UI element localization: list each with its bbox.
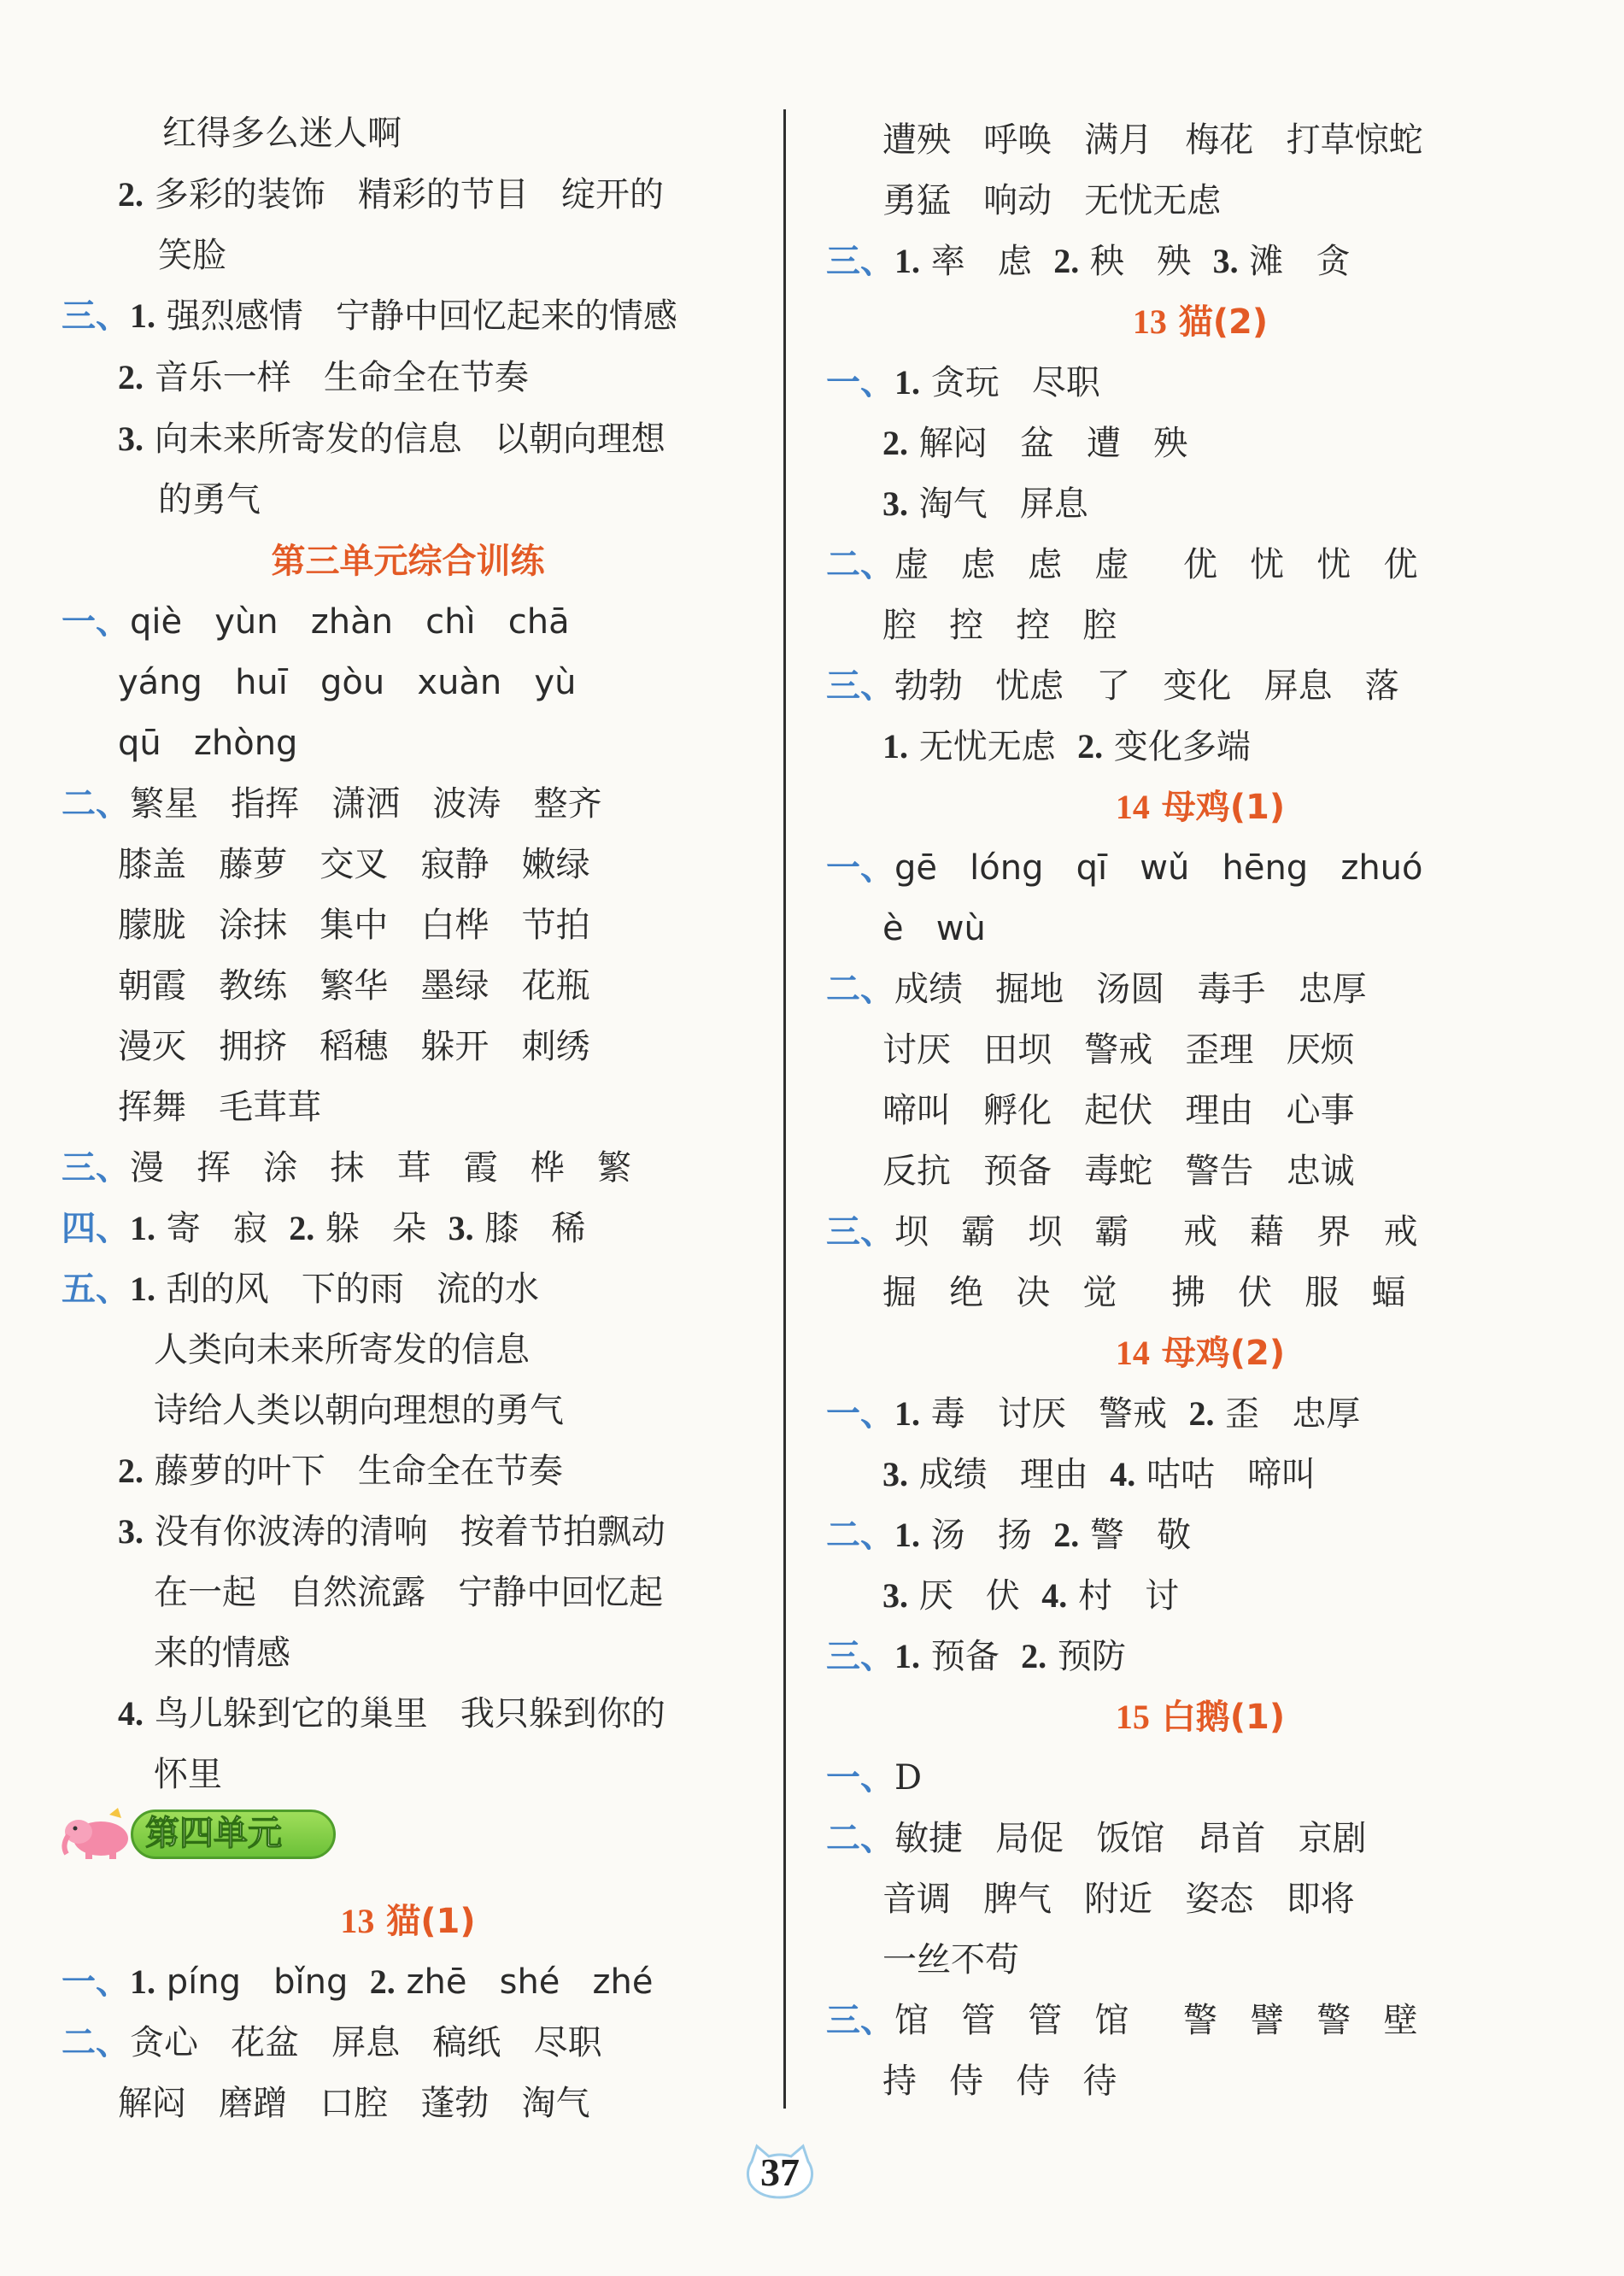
answer-line: [882, 1272, 1405, 1313]
answer-line: [118, 419, 665, 460]
answer-text: 滩 贪: [1238, 242, 1351, 281]
lesson-number: 14: [1115, 1334, 1150, 1372]
section-label: 一、: [826, 1395, 894, 1433]
answer-line: [118, 1451, 563, 1492]
answer-line: [882, 484, 1088, 525]
section-label: 一、: [62, 1963, 130, 2001]
answer-text: 厌 伏: [908, 1576, 1042, 1616]
answer-line: [882, 908, 986, 949]
item-number: 1.: [130, 296, 155, 335]
section-label: 三、: [62, 1149, 130, 1187]
answer-text: 朝霞 教练 繁华 墨绿 花瓶: [118, 966, 590, 1006]
answer-line: [62, 1962, 654, 2003]
lesson-name: 第三单元综合训练: [271, 542, 545, 581]
item-number: 2.: [1053, 1516, 1080, 1554]
page-number: 37: [760, 2150, 800, 2194]
lesson-name: 猫(2): [1178, 302, 1269, 342]
answer-line: [154, 1754, 222, 1795]
section-label: 三、: [826, 1638, 894, 1675]
answer-text: 多彩的装饰 精彩的节目 绽开的: [144, 175, 665, 214]
answer-line: [162, 113, 402, 154]
answer-text: gē lóng qī wǔ hēng zhuó: [894, 848, 1423, 888]
item-number: 1.: [894, 1637, 920, 1675]
answer-line: [118, 174, 664, 215]
answer-text: 馆 管 管 馆 警 譬 警 壁: [894, 2001, 1418, 2040]
answer-text: 人类向未来所寄发的信息: [154, 1330, 530, 1370]
answer-text: 漫灭 拥挤 稻穗 躲开 刺绣: [118, 1027, 590, 1066]
item-number: 3.: [118, 419, 144, 458]
answer-line: [882, 423, 1187, 464]
lesson-title: [816, 1333, 1585, 1374]
answer-line: [118, 357, 529, 398]
answer-line: [154, 1633, 290, 1674]
answer-text: zhē shé zhé: [395, 1962, 654, 2002]
answer-text: 坝 霸 坝 霸 戒 藉 界 戒: [894, 1212, 1418, 1252]
answer-line: [882, 1879, 1355, 1920]
answer-text: 没有你波涛的清响 按着节拍飘动: [144, 1512, 665, 1552]
answer-text: 预备: [920, 1637, 1022, 1676]
answer-text: D: [894, 1758, 923, 1798]
answer-text: è wù: [882, 909, 986, 948]
section-label: 一、: [826, 364, 894, 402]
item-number: 2.: [118, 358, 144, 396]
answer-text: 啼叫 孵化 起伏 理由 心事: [882, 1091, 1355, 1130]
answer-line: [118, 844, 590, 885]
answer-text: 挥舞 毛茸茸: [118, 1088, 322, 1127]
answer-line: [118, 965, 590, 1006]
item-number: 1.: [894, 1516, 920, 1554]
lesson-name: 母鸡(2): [1161, 1334, 1286, 1373]
answer-line: [882, 1454, 1316, 1495]
answer-line: [118, 662, 576, 703]
item-number: 3.: [448, 1209, 474, 1247]
item-number: 2.: [369, 1962, 396, 2001]
answer-text: 成绩 掘地 汤圆 毒手 忠厚: [894, 970, 1367, 1009]
section-label: 一、: [62, 603, 130, 641]
answer-line: [882, 120, 1423, 161]
section-label: 三、: [826, 243, 894, 280]
answer-text: 警 敬: [1079, 1516, 1192, 1555]
section-label: 四、: [62, 1210, 130, 1247]
section-label: 二、: [826, 1820, 894, 1857]
answer-line: [158, 479, 261, 520]
answer-line: [118, 723, 297, 764]
item-number: 1.: [894, 242, 920, 280]
lesson-name: 猫(1): [386, 1902, 476, 1941]
answer-text: 在一起 自然流露 宁静中回忆起: [154, 1573, 664, 1612]
answer-text: 笑脸: [158, 236, 226, 275]
answer-line: [826, 2000, 1417, 2041]
lesson-title: [51, 541, 765, 582]
answer-text: 成绩 理由: [908, 1455, 1111, 1494]
section-label: 五、: [62, 1270, 130, 1308]
answer-line: [882, 605, 1117, 646]
item-number: 1.: [130, 1962, 155, 2001]
item-number: 3.: [1212, 242, 1239, 280]
section-label: 三、: [826, 1213, 894, 1251]
answer-line: [118, 1693, 665, 1734]
answer-line: [826, 969, 1367, 1010]
answer-line: [826, 848, 1423, 889]
lesson-number: 15: [1115, 1698, 1150, 1736]
item-number: 1.: [894, 363, 920, 402]
item-number: 3.: [882, 1455, 908, 1493]
section-label: 二、: [826, 546, 894, 584]
answer-text: 预防: [1047, 1637, 1126, 1676]
item-number: 2.: [882, 424, 908, 462]
answer-text: 音乐一样 生命全在节奏: [144, 358, 529, 397]
answer-line: [826, 362, 1100, 403]
item-number: 3.: [882, 484, 908, 523]
answer-text: 强烈感情 宁静中回忆起来的情感: [155, 296, 677, 336]
answer-text: 藤萝的叶下 生命全在节奏: [144, 1452, 563, 1491]
item-number: 2.: [1021, 1637, 1047, 1675]
answer-line: [62, 783, 602, 824]
answer-text: 无忧无虑: [908, 727, 1078, 766]
answer-text: 敏捷 局促 饭馆 昂首 京剧: [894, 1819, 1367, 1858]
answer-line: [826, 666, 1399, 707]
section-label: 三、: [826, 2002, 894, 2039]
lesson-title: [816, 1697, 1585, 1738]
answer-text: 秧 殃: [1079, 242, 1213, 281]
answer-line: [62, 1269, 539, 1310]
answer-text: 鸟儿躲到它的巢里 我只躲到你的: [144, 1694, 665, 1733]
answer-text: 变化多端: [1103, 727, 1251, 766]
item-number: 2.: [118, 175, 144, 214]
item-number: 4.: [1041, 1576, 1068, 1615]
answer-text: 来的情感: [154, 1634, 290, 1673]
answer-line: [62, 1147, 631, 1188]
answer-line: [826, 1636, 1126, 1677]
answer-text: 朦胧 涂抹 集中 白桦 节拍: [118, 906, 590, 945]
item-number: 1.: [882, 727, 908, 766]
answer-text: 淘气 屏息: [908, 484, 1088, 524]
answer-text: 毒 讨厌 警戒: [920, 1394, 1189, 1434]
answer-text: 红得多么迷人啊: [162, 114, 402, 153]
answer-text: 村 讨: [1067, 1576, 1180, 1616]
section-label: 三、: [826, 667, 894, 705]
answer-text: píng bǐng: [155, 1962, 370, 2002]
answer-text: 贪心 花盆 屏息 稿纸 尽职: [130, 2023, 602, 2062]
answer-text: 持 侍 侍 待: [882, 2062, 1117, 2101]
item-number: 2.: [289, 1209, 315, 1247]
answer-text: 怀里: [154, 1755, 222, 1794]
lesson-title: [51, 1901, 765, 1942]
answer-text: 音调 脾气 附近 姿态 即将: [882, 1880, 1355, 1919]
answer-line: [118, 1087, 321, 1128]
answer-text: 诗给人类以朝向理想的勇气: [154, 1391, 564, 1430]
answer-line: [62, 1208, 585, 1249]
answer-text: 讨厌 田坝 警戒 歪理 厌烦: [882, 1030, 1355, 1070]
answer-line: [154, 1390, 564, 1431]
lesson-number: 14: [1115, 788, 1150, 826]
item-number: 2.: [1053, 242, 1080, 280]
answer-line: [882, 180, 1221, 221]
answer-text: 寄 寂: [155, 1209, 290, 1248]
answer-text: 率 虑: [920, 242, 1054, 281]
section-label: 三、: [62, 297, 130, 335]
answer-text: 掘 绝 决 觉 拂 伏 服 蝠: [882, 1273, 1406, 1312]
answer-line: [882, 1575, 1179, 1616]
answer-text: 繁星 指挥 潇洒 波涛 整齐: [130, 784, 602, 824]
answer-line: [62, 601, 570, 642]
section-label: 一、: [826, 849, 894, 887]
answer-line: [118, 905, 590, 946]
answer-text: 向未来所寄发的信息 以朝向理想: [144, 419, 665, 459]
answer-text: 解闷 盆 遭 殃: [908, 424, 1188, 463]
item-number: 2.: [1188, 1394, 1215, 1433]
answer-text: qiè yùn zhàn chì chā: [130, 602, 570, 642]
answer-line: [826, 1211, 1417, 1252]
answer-line: [118, 2083, 590, 2124]
answer-line: [882, 1090, 1355, 1131]
answer-text: 腔 控 控 腔: [882, 606, 1117, 645]
answer-text: 勃勃 忧虑 了 变化 屏息 落: [894, 666, 1399, 706]
lesson-number: 13: [1132, 302, 1167, 341]
answer-text: 一丝不苟: [882, 1940, 1019, 1980]
answer-line: [158, 235, 226, 276]
answer-text: 虚 虑 虑 虚 优 忧 忧 优: [894, 545, 1418, 584]
answer-line: [882, 726, 1251, 767]
answer-line: [826, 1515, 1191, 1556]
answer-text: 反抗 预备 毒蛇 警告 忠诚: [882, 1152, 1355, 1191]
answer-text: 膝盖 藤萝 交叉 寂静 嫩绿: [118, 845, 590, 884]
section-label: 一、: [826, 1759, 894, 1797]
answer-text: qū zhòng: [118, 724, 298, 763]
column-divider: [783, 109, 786, 2109]
section-label: 二、: [826, 971, 894, 1008]
item-number: 1.: [130, 1209, 155, 1247]
answer-text: 躲 朵: [314, 1209, 449, 1248]
answer-text: 勇猛 响动 无忧无虑: [882, 181, 1222, 220]
lesson-name: 白鹅(1): [1161, 1698, 1286, 1737]
answer-text: yáng huī gòu xuàn yù: [118, 663, 577, 702]
answer-text: 漫 挥 涂 抹 茸 霞 桦 繁: [130, 1148, 632, 1188]
lesson-title: [816, 787, 1585, 828]
answer-line: [882, 2061, 1117, 2102]
answer-text: 歪 忠厚: [1214, 1394, 1361, 1434]
answer-text: 膝 稀: [473, 1209, 586, 1248]
answer-line: [826, 1757, 922, 1798]
section-label: 二、: [826, 1516, 894, 1554]
answer-text: 刮的风 下的雨 流的水: [155, 1270, 540, 1309]
answer-line: [826, 544, 1417, 585]
answer-text: 解闷 磨蹭 口腔 蓬勃 淘气: [118, 2084, 590, 2123]
answer-text: 的勇气: [158, 480, 261, 519]
answer-line: [826, 1393, 1360, 1434]
answer-line: [882, 1151, 1355, 1192]
page-number-badge: [742, 2143, 818, 2203]
answer-line: [882, 1939, 1019, 1980]
lesson-name: 母鸡(1): [1161, 788, 1286, 827]
answer-text: 贪玩 尽职: [920, 363, 1100, 402]
section-label: 二、: [62, 2024, 130, 2062]
lesson-title: [816, 302, 1585, 343]
item-number: 3.: [118, 1512, 144, 1551]
item-number: 2.: [118, 1452, 144, 1490]
item-number: 1.: [894, 1394, 920, 1433]
answer-text: 咕咕 啼叫: [1135, 1455, 1316, 1494]
unit-banner: [58, 1804, 336, 1862]
item-number: 3.: [882, 1576, 908, 1615]
unit-banner-label: 第四单元: [145, 1814, 282, 1853]
answer-line: [826, 1818, 1367, 1859]
item-number: 1.: [130, 1270, 155, 1308]
answer-text: 汤 扬: [920, 1516, 1054, 1555]
answer-line: [882, 1029, 1355, 1071]
answer-line: [62, 2022, 602, 2063]
answer-line: [154, 1572, 663, 1613]
lesson-number: 13: [340, 1902, 375, 1940]
answer-line: [118, 1511, 665, 1552]
item-number: 4.: [1110, 1455, 1136, 1493]
answer-line: [826, 241, 1350, 282]
answer-line: [118, 1026, 590, 1067]
item-number: 4.: [118, 1694, 144, 1733]
item-number: 2.: [1077, 727, 1104, 766]
answer-line: [154, 1329, 530, 1370]
answer-line: [62, 296, 677, 337]
answer-text: 遭殃 呼唤 满月 梅花 打草惊蛇: [882, 120, 1423, 160]
section-label: 二、: [62, 785, 130, 823]
